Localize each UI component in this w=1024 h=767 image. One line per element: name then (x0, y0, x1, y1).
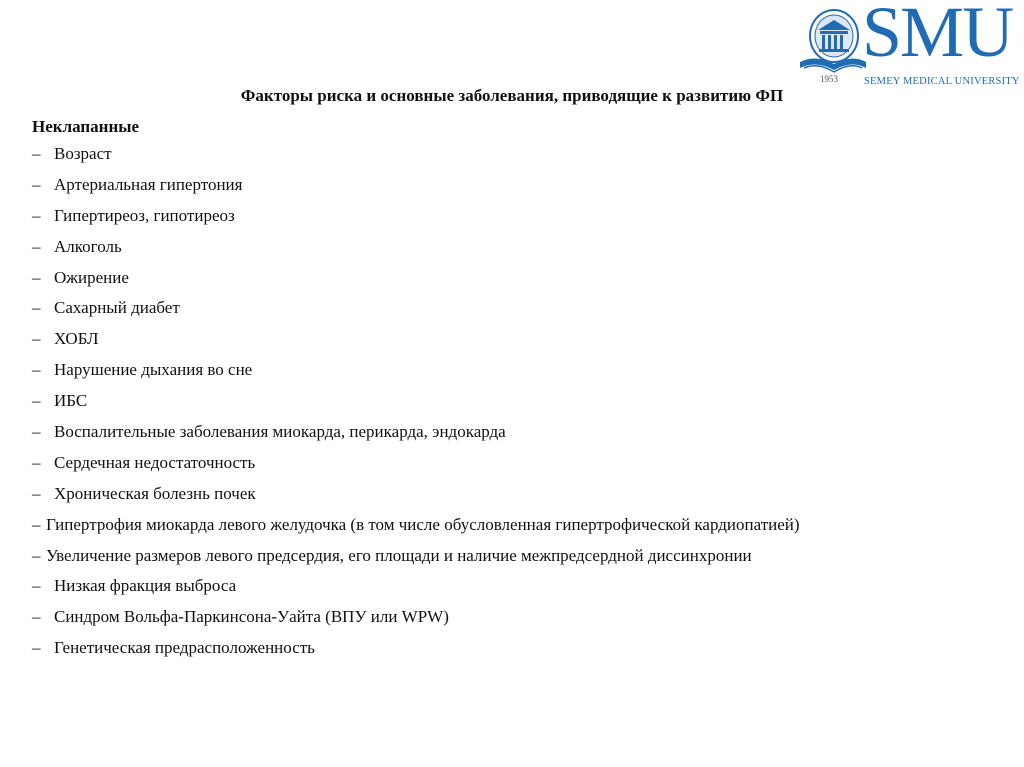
logo-subtitle: SEMEY MEDICAL UNIVERSITY (864, 76, 1020, 87)
logo-year: 1953 (820, 74, 838, 84)
list-dash: – (32, 298, 41, 318)
list-item (32, 266, 1012, 297)
list-item (32, 636, 1012, 667)
list-item-text: Ожирение (54, 267, 129, 287)
list-item (32, 420, 1012, 451)
list-item-text: ХОБЛ (54, 329, 99, 349)
university-logo (796, 0, 1024, 96)
list-dash: – (32, 174, 41, 194)
list-item-text: Низкая фракция выброса (54, 576, 237, 596)
list-item-text: Нарушение дыхания во сне (54, 360, 253, 380)
list-item-text: Синдром Вольфа-Паркинсона-Уайта (ВПУ или WPW) (54, 607, 449, 627)
list-item (32, 451, 1012, 482)
list-item (32, 358, 1012, 389)
list-dash: – (32, 144, 41, 163)
list-item-text: Артериальная гипертония (54, 174, 243, 194)
list-item (32, 605, 1012, 636)
list-dash: – (32, 607, 41, 627)
list-item (32, 173, 1012, 204)
list-item (32, 544, 1012, 575)
list-item (32, 389, 1012, 420)
slide-title: Факторы риска и основные заболевания, приводящие к развитию ФП (240, 86, 784, 105)
logo-letters: SMU (862, 0, 1013, 72)
list-item (32, 235, 1012, 266)
list-item-text: Воспалительные заболевания миокарда, перикарда, эндокарда (54, 422, 506, 442)
list-item-text: Сахарный диабет (54, 298, 180, 318)
list-item-text: Генетическая предрасположенность (54, 638, 315, 658)
risk-factor-list (32, 142, 1012, 667)
list-dash: – (32, 576, 41, 596)
list-item-text: Сердечная недостаточность (54, 452, 256, 472)
list-item-text: Возраст (54, 144, 112, 163)
list-item (32, 204, 1012, 235)
list-item (32, 142, 1012, 173)
list-item-text: Алкоголь (54, 236, 122, 256)
list-dash: – (32, 514, 41, 534)
slide-content (32, 115, 1012, 667)
list-item-text: ИБС (54, 391, 88, 411)
list-item (32, 482, 1012, 513)
list-dash: – (32, 360, 41, 380)
list-item (32, 574, 1012, 605)
list-item-text: Увеличение размеров левого предсердия, его площади и наличие межпредсердной диссинхронии (46, 545, 752, 565)
list-dash: – (32, 205, 41, 225)
list-dash: – (32, 236, 41, 256)
list-dash: – (32, 267, 41, 287)
list-item (32, 513, 1012, 544)
section-heading: Неклапанные (32, 117, 140, 136)
list-dash: – (32, 452, 41, 472)
list-dash: – (32, 391, 41, 411)
list-dash: – (32, 329, 41, 349)
list-dash: – (32, 483, 41, 503)
list-dash: – (32, 422, 41, 442)
list-item-text: Хроническая болезнь почек (54, 483, 256, 503)
list-item (32, 296, 1012, 327)
list-dash: – (32, 545, 41, 565)
list-item-text: Гипертиреоз, гипотиреоз (54, 205, 235, 225)
list-item-text: Гипертрофия миокарда левого желудочка (в том числе обусловленная гипертрофической кардиопатией) (46, 514, 800, 534)
list-dash: – (32, 638, 41, 658)
list-item (32, 327, 1012, 358)
